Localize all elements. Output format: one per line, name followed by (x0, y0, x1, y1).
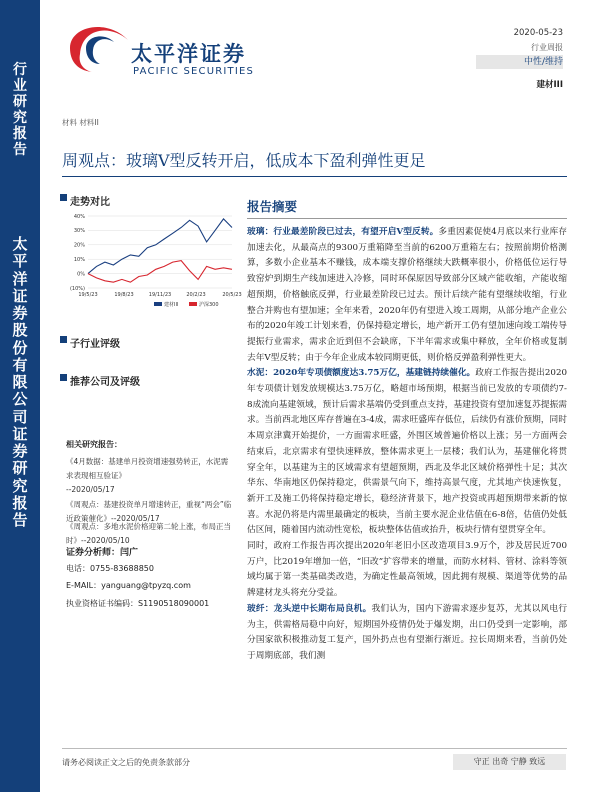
sub-rating-section-title (70, 335, 120, 350)
footer-motto: 守正 出奇 宁静 致远 (453, 754, 566, 770)
paragraph-cement (247, 366, 567, 539)
analyst-name: 证券分析师：闫广 (66, 548, 139, 558)
x-tick-label: 20/2/23 (186, 292, 206, 298)
related-report-date: --2020/05/17 (66, 485, 115, 494)
related-report-link[interactable]: 《4月数据：基建单月投资增速强势转正，水泥需求表现相互验证》 (66, 457, 229, 480)
bullet-icon (60, 336, 67, 343)
chart-grid (88, 216, 232, 288)
analyst-email[interactable]: E-MAIL：yanguang@tpyzq.com (66, 581, 191, 590)
sub-rating-title-text: 子行业评级 (70, 339, 120, 350)
paragraph-lead: 玻纤：龙头逆中长期布局良机。 (247, 603, 372, 614)
related-report-link[interactable]: 《周观点：多地水泥价格迎第二轮上涨，布局正当时》--2020/05/10 (66, 522, 231, 545)
title-divider (62, 176, 567, 177)
band-report-type: 行 业 研 究 报 告 (13, 62, 27, 159)
page-title: 周观点：玻璃V型反转开启，低成本下盈利弹性更足 (62, 151, 426, 170)
related-report-link[interactable]: 《周观点：基建投资单月增速转正，重视“两会”临近政策催化》--2020/05/17 (66, 500, 232, 523)
abstract-title: 报告摘要 (247, 199, 298, 214)
legend-swatch-a (154, 302, 162, 306)
y-tick-label: (10%) (69, 285, 85, 292)
band-company-name: 太 平 洋 证 券 股 份 有 限 公 司 证 券 研 究 报 告 (12, 235, 28, 529)
sector-label: 建材III (536, 80, 563, 90)
y-tick-label: 30% (73, 228, 85, 235)
paragraph-text: 我们认为，国内下游需求逐步复苏，尤其以风电行为主，供需格局稳中向好，短期国外疫情仍处于爆发期，出口仍受到一定影响，部分国家欲积极推动复工复产，国外扔点也有望渐行渐近。拉长周期来看，当前仍处于周期底部，我们测 (247, 603, 568, 661)
paragraph-text: 同时，政府工作报告再次提出2020年老旧小区改造项目3.9万个，涉及居民近700万户，比2019年增加一倍，“旧改”扩容带来的增量，而防水材料、管材、涂料等领域均属于第一类基础类改造，为确定性最高领域，因此拥有规模、渠道等优势的品牌建材龙头将充分受益。 (247, 541, 567, 599)
brand-name-en: PACIFIC SECURITIES (133, 66, 255, 77)
picks-title-text: 推荐公司及评级 (70, 377, 140, 388)
related-reports-title: 相关研究报告： (66, 440, 122, 449)
x-tick-label: 19/11/23 (148, 292, 172, 298)
paragraph-renovation (247, 539, 567, 602)
analyst-license: 执业资格证书编码：S1190518090001 (66, 599, 210, 608)
picks-section-title (70, 373, 140, 388)
report-type: 行业周报 (531, 43, 563, 52)
x-tick-label: 19/8/23 (114, 292, 134, 298)
report-date: 2020-05-23 (513, 28, 563, 38)
brand-name-cn: 太平洋证券 (131, 42, 246, 66)
bullet-icon (60, 374, 67, 381)
legend-swatch-b (189, 302, 197, 306)
legend-label-a: 建材III (164, 302, 179, 308)
pacific-securities-logo (62, 18, 132, 73)
y-tick-label: 20% (73, 242, 85, 249)
trend-title-text: 走势对比 (70, 197, 110, 208)
legend-label-b: 沪深300 (199, 302, 219, 308)
footer-divider (62, 748, 567, 749)
x-tick-label: 19/5/23 (78, 292, 98, 298)
y-tick-label: 0% (77, 271, 85, 278)
abstract-divider (247, 218, 567, 219)
footer-disclaimer: 请务必阅读正文之后的免责条款部分 (62, 758, 190, 767)
analyst-phone: 电话：0755-83688850 (66, 564, 154, 573)
breadcrumb: 材料 材料II (62, 118, 99, 127)
rating-badge: 中性/维持 (476, 55, 563, 69)
chart-y-axis (70, 214, 85, 292)
abstract-body (247, 225, 567, 665)
trend-section-title (70, 193, 110, 208)
paragraph-text: 政府工作报告提出2020年专项债计划发放规模达3.75万亿，略超市场预期，根据当前已发放的专项债约7-8成流向基建领域，预计后需求基端仍受到重点支持，基建投资有望加速复苏提振需求。当前西北地区库存普遍在3-4成，需求旺盛库存低位，后续仍有涨价预期，同时本周京津冀开始提价，一方面需求旺盛，外围区域普遍价格以上涨；另一方面两会结束后，北京需求有望快速释放，整体需求更上一层楼；我们认为，基建催化将贯穿全年，以基建为主的区域需求有望超预期，西北及华北区域价格弹性十足；其次华东、华南地区仍保持稳定，供需景气向下，维持高景气度，尤其地产快速恢复，新开工及施工仍将保持稳定增长，稳经济背景下，地产投资或再超预期带来新的惊喜。水泥仍将是内需里最确定的板块，当前主要水泥企业估值在6-8倍，估值仍处低估区间，随着国内流动性宽松，板块整体估值或抬升，板块行情有望贯穿全年。 (247, 368, 568, 536)
trend-chart (64, 210, 242, 310)
x-tick-label: 20/5/23 (222, 292, 242, 298)
paragraph-lead: 水泥：2020年专项债额度达3.75万亿，基建链持续催化。 (247, 368, 476, 379)
bullet-icon (60, 194, 67, 201)
left-band (0, 0, 40, 792)
chart-x-axis (78, 292, 241, 298)
paragraph-fiberglass (247, 602, 567, 665)
paragraph-text: 多重因素促使4月底以来行业库存加速去化，从最高点的9300万重箱降至当前的6200万重箱左右；按照前期价格测算，多数小企业基本不赚钱，成本端支撑价格继续大跌概率很小，价格低位运行导致窑炉到期生产线加速进入冷修，同时环保原因导致部分区域产能收缩，产能收缩超预期，价格触底反弹，行业最差阶段已过去。预计后续产能有望继续收缩，行业整合并购也有望加速；全年来看，2020年仍有望进入竣工周期，从部分地产企业公布的2020年竣工计划来看，仍保持稳定增长，地产新开工仍有望加速向竣工端传导提振行业需求，需求企近到但不会缺席，下半年需求或集中释放，全年价格或复制去年V型反转；由于今年企业成本较同期更低，则价格反弹盈利弹性更大。 (247, 227, 567, 363)
y-tick-label: 40% (73, 213, 85, 220)
paragraph-lead: 玻璃：行业最差阶段已过去，有望开启V型反转。 (247, 227, 439, 237)
y-tick-label: 10% (73, 257, 85, 263)
paragraph-glass (247, 225, 567, 366)
series-line-a (88, 219, 232, 274)
